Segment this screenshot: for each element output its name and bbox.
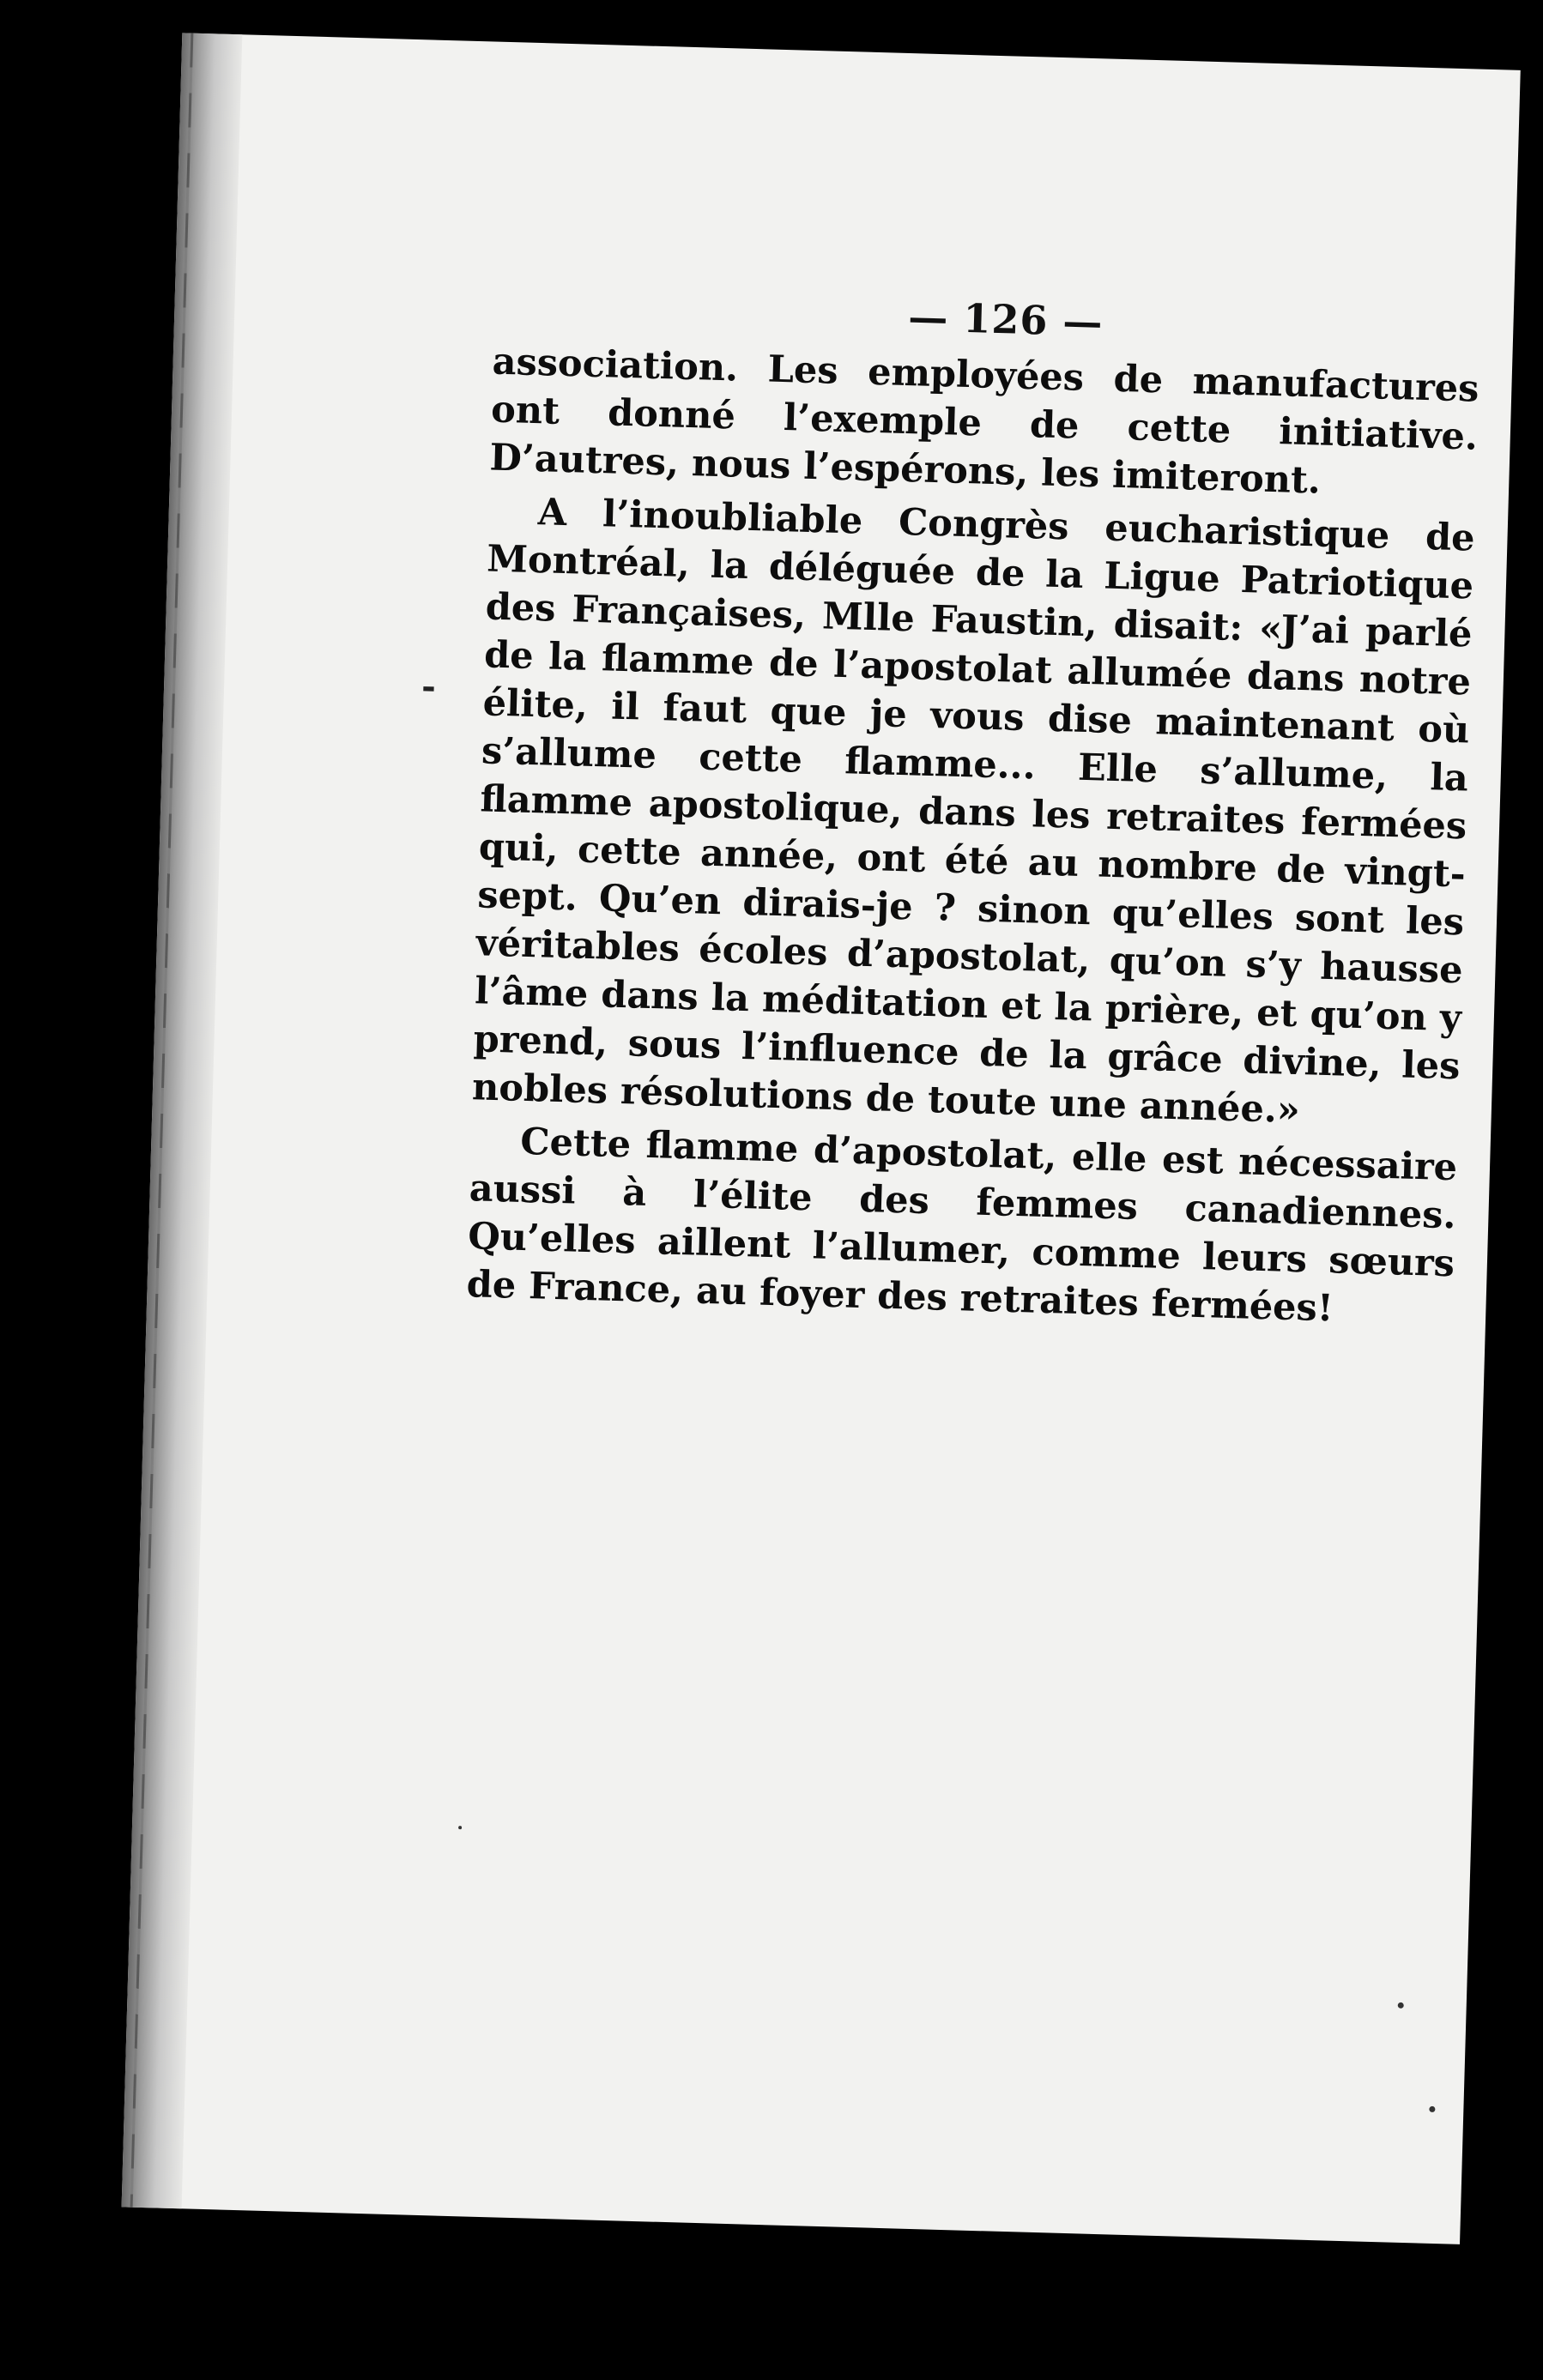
book-spine-edge — [122, 33, 243, 2208]
page-number: — 126 — — [907, 293, 1104, 346]
book-page — [122, 33, 1521, 2244]
dust-speck — [1429, 2106, 1435, 2112]
dust-speck — [458, 1826, 462, 1829]
paragraph-3: Cette flamme d’apostolat, elle est nécessaire aussi à l’élite des femmes canadiennes. Qu’elles aillent l’allumer, comme leurs sœurs de France, au foyer des retraites fermées! — [466, 1120, 1458, 1331]
margin-mark: - — [421, 666, 437, 707]
body-text — [466, 338, 1479, 1342]
dust-speck — [1398, 2002, 1404, 2009]
paragraph-2: A l’inoubliable Congrès eucharistique de Montréal, la déléguée de la Ligue Patriotique des Françaises, Mlle Faustin, disait: «J’ai parlé de la flamme de l’apostolat allumée dans notre élite, il faut que je vous dise maintenant où s’allume cette flamme... Elle s’allume, la flamme apostolique, dans les retraites fermées qui, cette année, ont été au nombre de vingt-sept. Qu’en dirais-je ? sinon qu’elles sont les véritables écoles d’apostolat, qu’on s’y hausse l’âme dans la méditation et la prière, et qu’on y prend, sous l’influence de la grâce divine, les nobles résolutions de toute une année.» — [471, 491, 1476, 1133]
paragraph-1: association. Les employées de manufactures ont donné l’exemple de cette initiative. D’autres, nous l’espérons, les imiteront. — [488, 340, 1480, 503]
